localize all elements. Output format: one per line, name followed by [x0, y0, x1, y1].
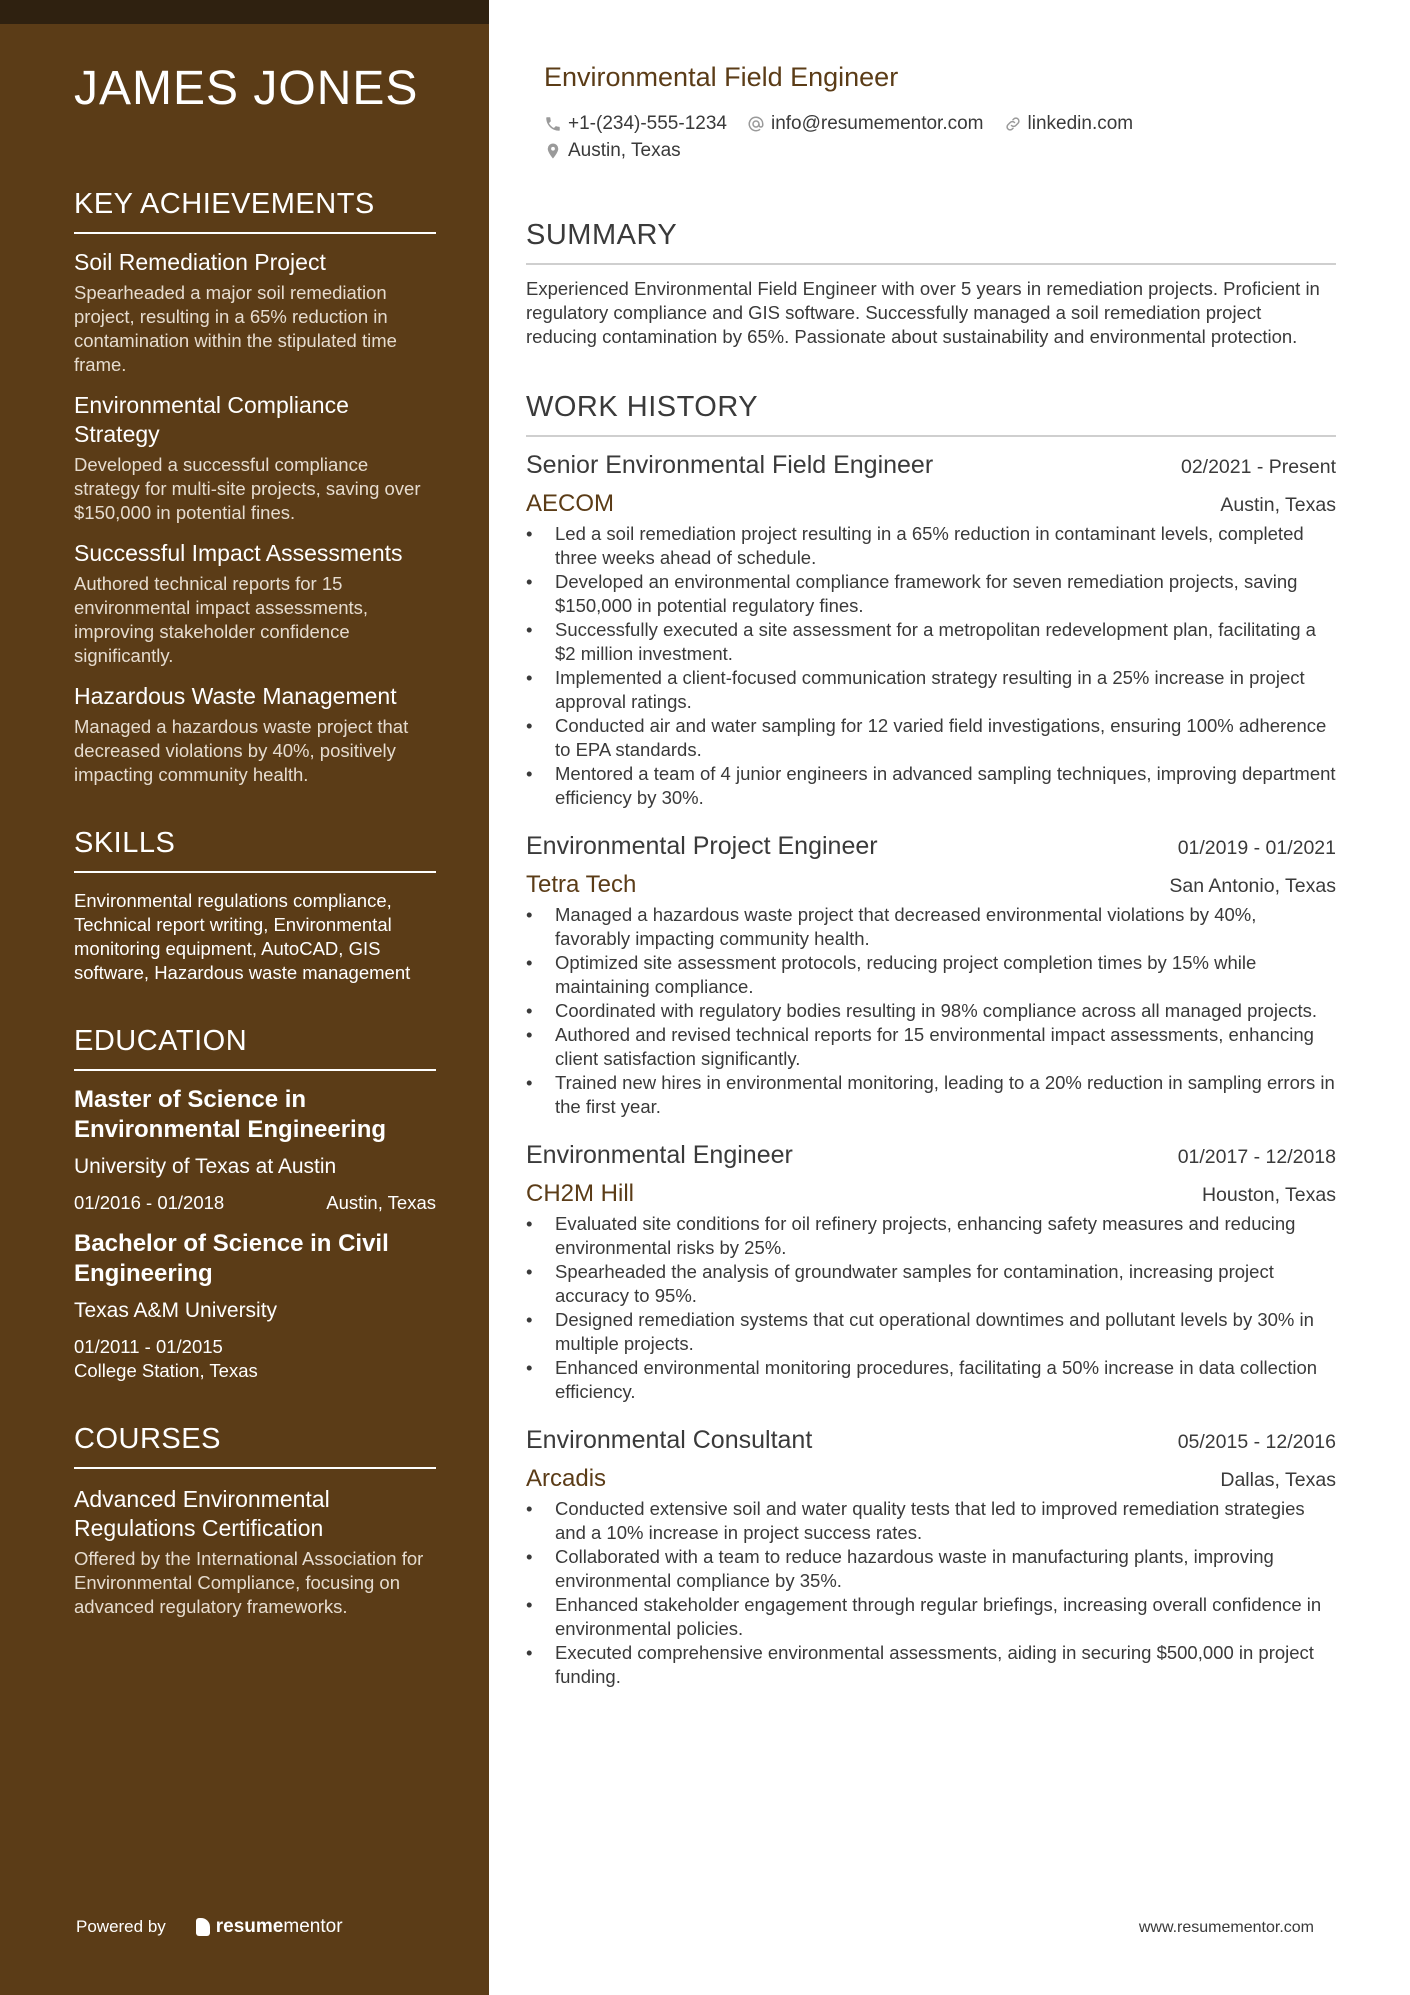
achievement-title: Successful Impact Assessments — [74, 540, 403, 566]
job-role: Environmental Project Engineer — [526, 832, 878, 860]
footer-url[interactable]: www.resumementor.com — [1138, 1919, 1314, 1936]
job-location: Austin, Texas — [1220, 494, 1336, 516]
education-dates: 01/2016 - 01/2018 — [74, 1192, 225, 1213]
job-bullet: • Trained new hires in environmental monitoring, leading to a 20% reduction in sampling errors in the first year. — [526, 1071, 1336, 1119]
contact-phone[interactable] — [544, 113, 727, 135]
resume-title: Environmental Field Engineer — [544, 62, 899, 92]
job-role: Senior Environmental Field Engineer — [526, 451, 934, 479]
summary-section — [526, 217, 1336, 349]
education-degree: Bachelor of Science in Civil Engineering — [74, 1230, 389, 1287]
achievement-title: Soil Remediation Project — [74, 249, 326, 275]
summary-heading: SUMMARY — [526, 217, 1336, 265]
job-company: Tetra Tech — [526, 871, 637, 898]
location-text: Austin, Texas — [568, 140, 681, 161]
phone-text: +1-(234)-555-1234 — [568, 113, 727, 134]
job-entry — [526, 1426, 1336, 1689]
education-degree: Master of Science in Environmental Engineering — [74, 1086, 387, 1143]
achievement-item — [74, 248, 436, 377]
job-company: Arcadis — [526, 1465, 607, 1492]
email-text: info@resumementor.com — [770, 113, 984, 134]
achievement-desc: Authored technical reports for 15 environmental impact assessments, improving stakeholder confidence significantly. — [74, 573, 369, 666]
job-entry — [526, 1141, 1336, 1404]
education-item — [74, 1085, 436, 1215]
education-dates: 01/2011 - 01/2015 — [74, 1336, 223, 1357]
job-bullets — [526, 522, 1336, 810]
powered-by — [76, 1916, 343, 1938]
job-bullet: • Conducted air and water sampling for 12 varied field investigations, ensuring 100% adherence to EPA standards. — [526, 714, 1336, 762]
job-bullet: • Successfully executed a site assessment for a metropolitan redevelopment plan, facilitating a $2 million investment. — [526, 618, 1336, 666]
resumementor-logo-icon — [196, 1918, 210, 1936]
education-school: University of Texas at Austin — [74, 1155, 337, 1178]
work-history-section — [526, 389, 1336, 1689]
achievement-desc: Managed a hazardous waste project that decreased violations by 40%, positively impacting community health. — [74, 716, 409, 785]
job-dates: 02/2021 - Present — [1180, 456, 1336, 478]
achievement-title: Environmental Compliance Strategy — [74, 392, 349, 447]
job-bullet: • Spearheaded the analysis of groundwater samples for contamination, increasing project accuracy to 95%. — [526, 1260, 1336, 1308]
job-dates: 01/2019 - 01/2021 — [1177, 837, 1336, 859]
job-role: Environmental Engineer — [526, 1141, 793, 1169]
achievements-section — [74, 186, 436, 787]
main-content — [526, 217, 1336, 1689]
achievement-item — [74, 391, 436, 525]
job-bullet: • Coordinated with regulatory bodies resulting in 98% compliance across all managed projects. — [526, 999, 1336, 1023]
job-bullet: • Enhanced environmental monitoring procedures, facilitating a 50% increase in data collection efficiency. — [526, 1356, 1336, 1404]
sidebar-top-band — [0, 0, 489, 24]
linkedin-text: linkedin.com — [1027, 113, 1134, 134]
job-bullet: • Developed an environmental compliance framework for seven remediation projects, saving $150,000 in potential regulatory fines. — [526, 570, 1336, 618]
skills-section — [74, 825, 436, 985]
job-entry — [526, 451, 1336, 810]
job-bullets — [526, 903, 1336, 1119]
job-dates: 05/2015 - 12/2016 — [1177, 1431, 1336, 1453]
achievement-title: Hazardous Waste Management — [74, 683, 397, 709]
courses-heading: COURSES — [74, 1421, 436, 1469]
contact-row-2 — [544, 140, 681, 162]
job-bullet: • Mentored a team of 4 junior engineers in advanced sampling techniques, improving department efficiency by 30%. — [526, 762, 1336, 810]
job-bullet: • Optimized site assessment protocols, reducing project completion times by 15% while maintaining compliance. — [526, 951, 1336, 999]
job-entry — [526, 832, 1336, 1119]
location-pin-icon — [544, 142, 562, 160]
resumementor-logo[interactable] — [196, 1916, 343, 1938]
job-bullets — [526, 1212, 1336, 1404]
contact-email[interactable] — [747, 113, 984, 135]
work-history-heading: WORK HISTORY — [526, 389, 1336, 437]
achievement-item — [74, 539, 436, 668]
education-section — [74, 1023, 436, 1383]
link-icon — [1004, 115, 1022, 133]
course-title: Advanced Environmental Regulations Certification — [74, 1486, 330, 1541]
contact-location — [544, 140, 681, 162]
job-dates: 01/2017 - 12/2018 — [1177, 1146, 1336, 1168]
job-bullet: • Led a soil remediation project resulting in a 65% reduction in contaminant levels, completed three weeks ahead of schedule. — [526, 522, 1336, 570]
education-item — [74, 1229, 436, 1383]
job-bullet: • Executed comprehensive environmental assessments, aiding in securing $500,000 in project funding. — [526, 1641, 1336, 1689]
job-company: AECOM — [526, 490, 615, 517]
skills-list: Environmental regulations compliance, Technical report writing, Environmental monitoring equipment, AutoCAD, GIS software, Hazardous waste management — [74, 890, 411, 983]
job-bullet: • Authored and revised technical reports for 15 environmental impact assessments, enhancing client satisfaction significantly. — [526, 1023, 1336, 1071]
logo-text-rest: mentor — [283, 1916, 343, 1937]
at-icon — [747, 115, 765, 133]
job-bullet: • Designed remediation systems that cut operational downtimes and pollutant levels by 30% in multiple projects. — [526, 1308, 1336, 1356]
job-company: CH2M Hill — [526, 1180, 634, 1207]
course-item — [74, 1485, 436, 1619]
education-location: Austin, Texas — [326, 1192, 436, 1213]
courses-section — [74, 1421, 436, 1619]
job-bullet: • Conducted extensive soil and water quality tests that led to improved remediation strategies and a 10% increase in project success rates. — [526, 1497, 1336, 1545]
contact-linkedin[interactable] — [1004, 113, 1134, 135]
job-location: Houston, Texas — [1201, 1184, 1336, 1206]
summary-text: Experienced Environmental Field Engineer with over 5 years in remediation projects. Proficient in regulatory compliance and GIS software. Successfully managed a soil remediation project reducing contamination by 65%. Passionate about sustainability and environmental protection. — [526, 278, 1320, 347]
job-bullet: • Collaborated with a team to reduce hazardous waste in manufacturing plants, improving environmental compliance by 35%. — [526, 1545, 1336, 1593]
achievements-heading: KEY ACHIEVEMENTS — [74, 186, 436, 234]
job-bullet: • Implemented a client-focused communication strategy resulting in a 25% increase in project approval ratings. — [526, 666, 1336, 714]
job-location: San Antonio, Texas — [1169, 875, 1336, 897]
contact-row — [544, 113, 1133, 135]
job-location: Dallas, Texas — [1220, 1469, 1336, 1491]
phone-icon — [544, 115, 562, 133]
achievement-item — [74, 682, 436, 787]
education-location: College Station, Texas — [74, 1360, 258, 1381]
job-bullet: • Evaluated site conditions for oil refinery projects, enhancing safety measures and reducing environmental risks by 25%. — [526, 1212, 1336, 1260]
job-bullet: • Managed a hazardous waste project that decreased environmental violations by 40%, favorably impacting community health. — [526, 903, 1336, 951]
achievement-desc: Developed a successful compliance strategy for multi-site projects, saving over $150,000 in potential fines. — [74, 454, 421, 523]
candidate-name: JAMES JONES — [74, 62, 419, 115]
job-bullet: • Enhanced stakeholder engagement through regular briefings, increasing overall confidence in environmental policies. — [526, 1593, 1336, 1641]
education-school: Texas A&M University — [74, 1299, 278, 1322]
education-heading: EDUCATION — [74, 1023, 436, 1071]
job-bullets — [526, 1497, 1336, 1689]
logo-text-bold: resume — [215, 1916, 284, 1937]
powered-by-label: Powered by — [76, 1917, 166, 1936]
sidebar — [0, 0, 489, 1995]
skills-heading: SKILLS — [74, 825, 436, 873]
achievement-desc: Spearheaded a major soil remediation project, resulting in a 65% reduction in contamination within the stipulated time frame. — [74, 282, 397, 375]
job-role: Environmental Consultant — [526, 1426, 813, 1454]
course-desc: Offered by the International Association for Environmental Compliance, focusing on advanced regulatory frameworks. — [74, 1548, 424, 1617]
